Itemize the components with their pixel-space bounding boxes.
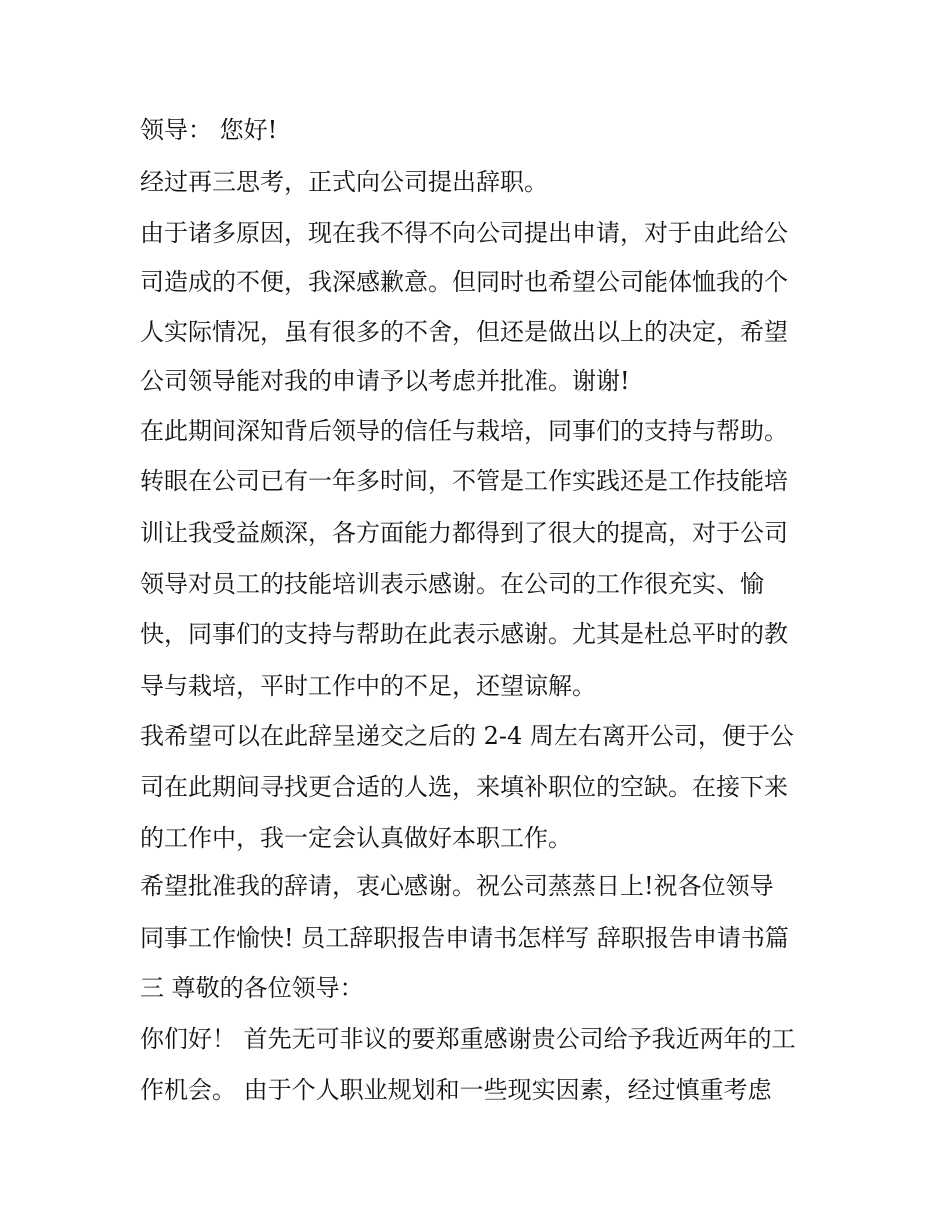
text-line: 快，同事们的支持与帮助在此表示感谢。尤其是杜总平时的教 — [140, 620, 788, 648]
text-line: 你们好！ 首先无可非议的要郑重感谢贵公司给予我近两年的工 — [140, 1025, 796, 1053]
text-line: 司造成的不便，我深感歉意。但同时也希望公司能体恤我的个 — [140, 268, 788, 296]
text-line: 同事工作愉快! 员工辞职报告申请书怎样写 辞职报告申请书篇 — [140, 924, 789, 952]
text-line: 领导对员工的技能培训表示感谢。在公司的工作很充实、愉 — [140, 570, 764, 598]
text-line: 训让我受益颇深，各方面能力都得到了很大的提高，对于公司 — [140, 519, 788, 547]
text-line: 领导： 您好! — [140, 116, 278, 144]
text-line: 人实际情况，虽有很多的不舍，但还是做出以上的决定，希望 — [140, 318, 788, 346]
text-line: 公司领导能对我的申请予以考虑并批准。谢谢! — [140, 367, 630, 395]
text-line: 作机会。 由于个人职业规划和一些现实因素，经过慎重考虑 — [140, 1076, 772, 1104]
text-line: 导与栽培，平时工作中的不足，还望谅解。 — [140, 672, 596, 700]
text-line: 转眼在公司已有一年多时间，不管是工作实践还是工作技能培 — [140, 467, 788, 495]
text-line: 希望批准我的辞请，衷心感谢。祝公司蒸蒸日上!祝各位领导 — [140, 872, 774, 900]
text-line: 经过再三思考，正式向公司提出辞职。 — [140, 168, 548, 196]
text-line: 由于诸多原因，现在我不得不向公司提出申请，对于由此给公 — [140, 219, 788, 247]
text-line: 在此期间深知背后领导的信任与栽培，同事们的支持与帮助。 — [140, 417, 788, 445]
text-line: 的工作中，我一定会认真做好本职工作。 — [140, 824, 572, 852]
text-line: 司在此期间寻找更合适的人选，来填补职位的空缺。在接下来 — [140, 773, 788, 801]
text-line: 三 尊敬的各位领导： — [140, 974, 364, 1002]
text-line: 我希望可以在此辞呈递交之后的 2-4 周左右离开公司，便于公 — [140, 722, 794, 750]
